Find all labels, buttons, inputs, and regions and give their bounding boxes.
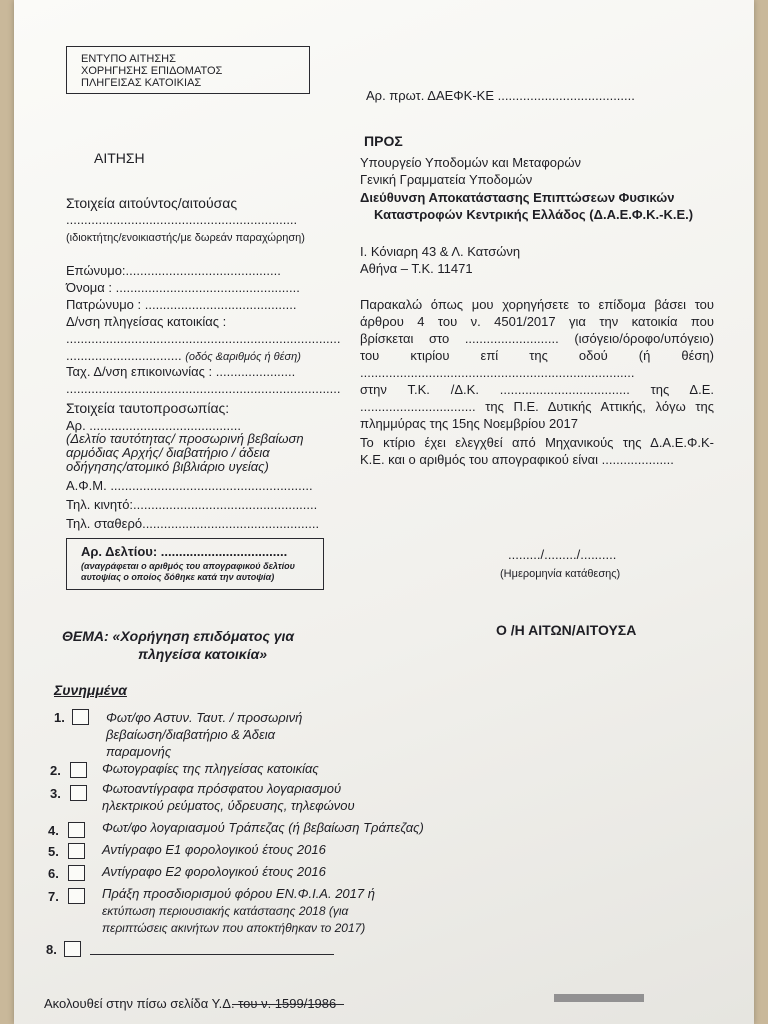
dotted-line: ................................................................ xyxy=(66,212,298,227)
attachment-text: Αντίγραφο Ε2 φορολογικού έτους 2016 xyxy=(102,864,326,879)
directorate-line: Διεύθυνση Αποκατάστασης Επιπτώσεων Φυσικών xyxy=(360,190,675,205)
signature-scribble xyxy=(554,994,644,1002)
attachment-number: 2. xyxy=(50,763,61,778)
damaged-address-field[interactable]: ............................................................................ xyxy=(66,331,341,346)
attachment-text: εκτύπωση περιουσιακής κατάστασης 2018 (για xyxy=(102,904,349,918)
report-number-hint: (αναγράφεται ο αριθμός του απογραφικού δελτίου αυτοψίας ο οποίος δόθηκε κατά την αυτοψία) xyxy=(81,561,295,582)
attachments-heading: Συνημμένα xyxy=(54,682,127,698)
form-title-line: ΧΟΡΗΓΗΣΗΣ ΕΠΙΔΟΜΑΤΟΣ xyxy=(81,65,223,77)
damaged-address-field[interactable] xyxy=(66,348,301,363)
request-line: του κτιρίου επί της οδού (ή θέση) xyxy=(360,348,714,363)
address-hint: (οδός &αριθμός ή θέση) xyxy=(185,351,301,363)
attachment-number: 1. xyxy=(54,710,65,725)
request-line: Το κτίριο έχει ελεγχθεί από Μηχανικούς της Δ.Α.Ε.Φ.Κ- xyxy=(360,435,714,450)
attachment-text: βεβαίωση/διαβατήριο & Άδεια xyxy=(106,727,275,742)
form-title-line: ΕΝΤΥΠΟ ΑΙΤΗΣΗΣ xyxy=(81,53,176,65)
applicant-heading: Στοιχεία αιτούντος/αιτούσας xyxy=(66,195,238,211)
request-line: Κ.Ε. και ο αριθμός του απογραφικού είναι .................... xyxy=(360,452,674,467)
dotted-line: ................................ xyxy=(66,348,186,363)
request-line: ................................ της Π.Ε. Δυτικής Αττικής, λόγω της xyxy=(360,399,714,414)
landline-phone-field[interactable]: Τηλ. σταθερό................................................. xyxy=(66,516,320,531)
directorate-line: Καταστροφών Κεντρικής Ελλάδος (Δ.Α.Ε.Φ.Κ.-Κ.Ε.) xyxy=(374,207,694,222)
submission-date-field[interactable]: ........./........./.......... xyxy=(508,547,617,562)
attachment-text: περιπτώσεις ακινήτων που αποκτήθηκαν το 2017) xyxy=(102,921,366,935)
attachment-text: Φωτογραφίες της πληγείσας κατοικίας xyxy=(102,761,319,776)
form-title-line: ΠΛΗΓΕΙΣΑΣ ΚΑΤΟΙΚΙΑΣ xyxy=(81,77,202,89)
attachment-text: παραμονής xyxy=(106,744,172,759)
attachment-checkbox[interactable] xyxy=(68,822,85,838)
name-field[interactable]: Όνομα : ................................................... xyxy=(66,280,300,295)
signatory-label: Ο /Η ΑΙΤΩΝ/ΑΙΤΟΥΣΑ xyxy=(496,622,637,638)
request-line: στην Τ.Κ. /Δ.Κ. .................................... της Δ.Ε. xyxy=(360,382,714,397)
attachment-number: 3. xyxy=(50,786,61,801)
request-line: βρίσκεται στο .......................... (ισόγειο/όροφο/υπόγειο) xyxy=(360,331,714,346)
afm-field[interactable]: Α.Φ.Μ. ........................................................ xyxy=(66,478,313,493)
strikethrough-mark xyxy=(232,1004,344,1005)
attachment-number: 4. xyxy=(48,823,59,838)
contact-address-field[interactable]: ............................................................................ xyxy=(66,381,341,396)
attachment-text: Φωτ/φο Αστυν. Ταυτ. / προσωρινή xyxy=(106,710,303,725)
report-number-field[interactable] xyxy=(81,544,287,559)
attachment-checkbox[interactable] xyxy=(70,785,87,801)
request-line: πλημμύρας της 15ης Νοεμβρίου 2017 xyxy=(360,416,578,431)
recipient-line: Γενική Γραμματεία Υποδομών xyxy=(360,172,533,187)
attachment-text: ηλεκτρικού ρεύματος, ύδρευσης, τηλεφώνου xyxy=(102,798,355,813)
attachment-number: 5. xyxy=(48,844,59,859)
identity-heading: Στοιχεία ταυτοπροσωπίας: xyxy=(66,400,230,416)
recipient-line: Υπουργείο Υποδομών και Μεταφορών xyxy=(360,155,582,170)
submission-date-hint: (Ημερομηνία κατάθεσης) xyxy=(500,568,621,580)
attachment-checkbox[interactable] xyxy=(70,762,87,778)
subject-line: ΘΕΜΑ: «Χορήγηση επιδόματος για xyxy=(62,628,295,644)
attachment-checkbox[interactable] xyxy=(64,941,81,957)
protocol-number: Αρ. πρωτ. ΔΑΕΦΚ-ΚΕ ...................................... xyxy=(366,88,635,103)
mobile-phone-field[interactable]: Τηλ. κινητό:................................................... xyxy=(66,497,318,512)
form-title-box xyxy=(66,46,310,94)
request-line: άρθρου 4 του ν. 4501/2017 για την κατοικία που xyxy=(360,314,714,329)
id-document-hint: (Δελτίο ταυτότητας/ προσωρινή βεβαίωση αρμόδιας Αρχής/ διαβατήριο / άδεια οδήγησης/ατομικό βιβλιάριο υγείας) xyxy=(66,431,304,474)
attachment-text: Φωτ/φο λογαριασμού Τράπεζας (ή βεβαίωση Τράπεζας) xyxy=(102,820,424,835)
subject-line: πληγείσα κατοικία» xyxy=(138,646,268,662)
attachment-blank-line[interactable] xyxy=(90,954,334,955)
attachment-number: 8. xyxy=(46,942,57,957)
address-line: Ι. Κόνιαρη 43 & Λ. Κατσώνη xyxy=(360,244,521,259)
contact-address-field[interactable]: Ταχ. Δ/νση επικοινωνίας : ...................... xyxy=(66,364,296,379)
attachment-checkbox[interactable] xyxy=(68,888,85,904)
attachment-number: 6. xyxy=(48,866,59,881)
attachment-text: Πράξη προσδιορισμού φόρου ΕΝ.Φ.Ι.Α. 2017 ή xyxy=(102,886,375,901)
attachment-checkbox[interactable] xyxy=(68,865,85,881)
pros-heading: ΠΡΟΣ xyxy=(364,133,403,149)
damaged-address-label: Δ/νση πληγείσας κατοικίας : xyxy=(66,314,227,329)
address-line: Αθήνα – Τ.Κ. 11471 xyxy=(360,261,473,276)
attachment-checkbox[interactable] xyxy=(72,709,89,725)
id-number-field[interactable]: Αρ. .......................................... xyxy=(66,418,241,433)
request-line: ............................................................................ xyxy=(360,365,635,380)
fathers-name-field[interactable]: Πατρώνυμο : .......................................... xyxy=(66,297,297,312)
page-title: ΑΙΤΗΣΗ xyxy=(94,150,145,166)
report-number-label: Αρ. Δελτίου: xyxy=(81,544,161,559)
attachment-text: Αντίγραφο Ε1 φορολογικού έτους 2016 xyxy=(102,842,326,857)
attachment-number: 7. xyxy=(48,889,59,904)
request-line: Παρακαλώ όπως μου χορηγήσετε το επίδομα βάσει του xyxy=(360,297,714,312)
footer-note: Ακολουθεί στην πίσω σελίδα Υ.Δ. του ν. 1599/1986 xyxy=(44,996,337,1011)
status-hint: (ιδιοκτήτης/ενοικιαστής/με δωρεάν παραχώρηση) xyxy=(66,232,305,244)
attachment-checkbox[interactable] xyxy=(68,843,85,859)
application-form-page xyxy=(14,0,754,1024)
attachment-text: Φωτοαντίγραφα πρόσφατου λογαριασμού xyxy=(102,781,342,796)
report-number-box xyxy=(66,538,324,590)
surname-field[interactable]: Επώνυμο:........................................... xyxy=(66,263,281,278)
dotted-line: ................................... xyxy=(160,544,288,559)
